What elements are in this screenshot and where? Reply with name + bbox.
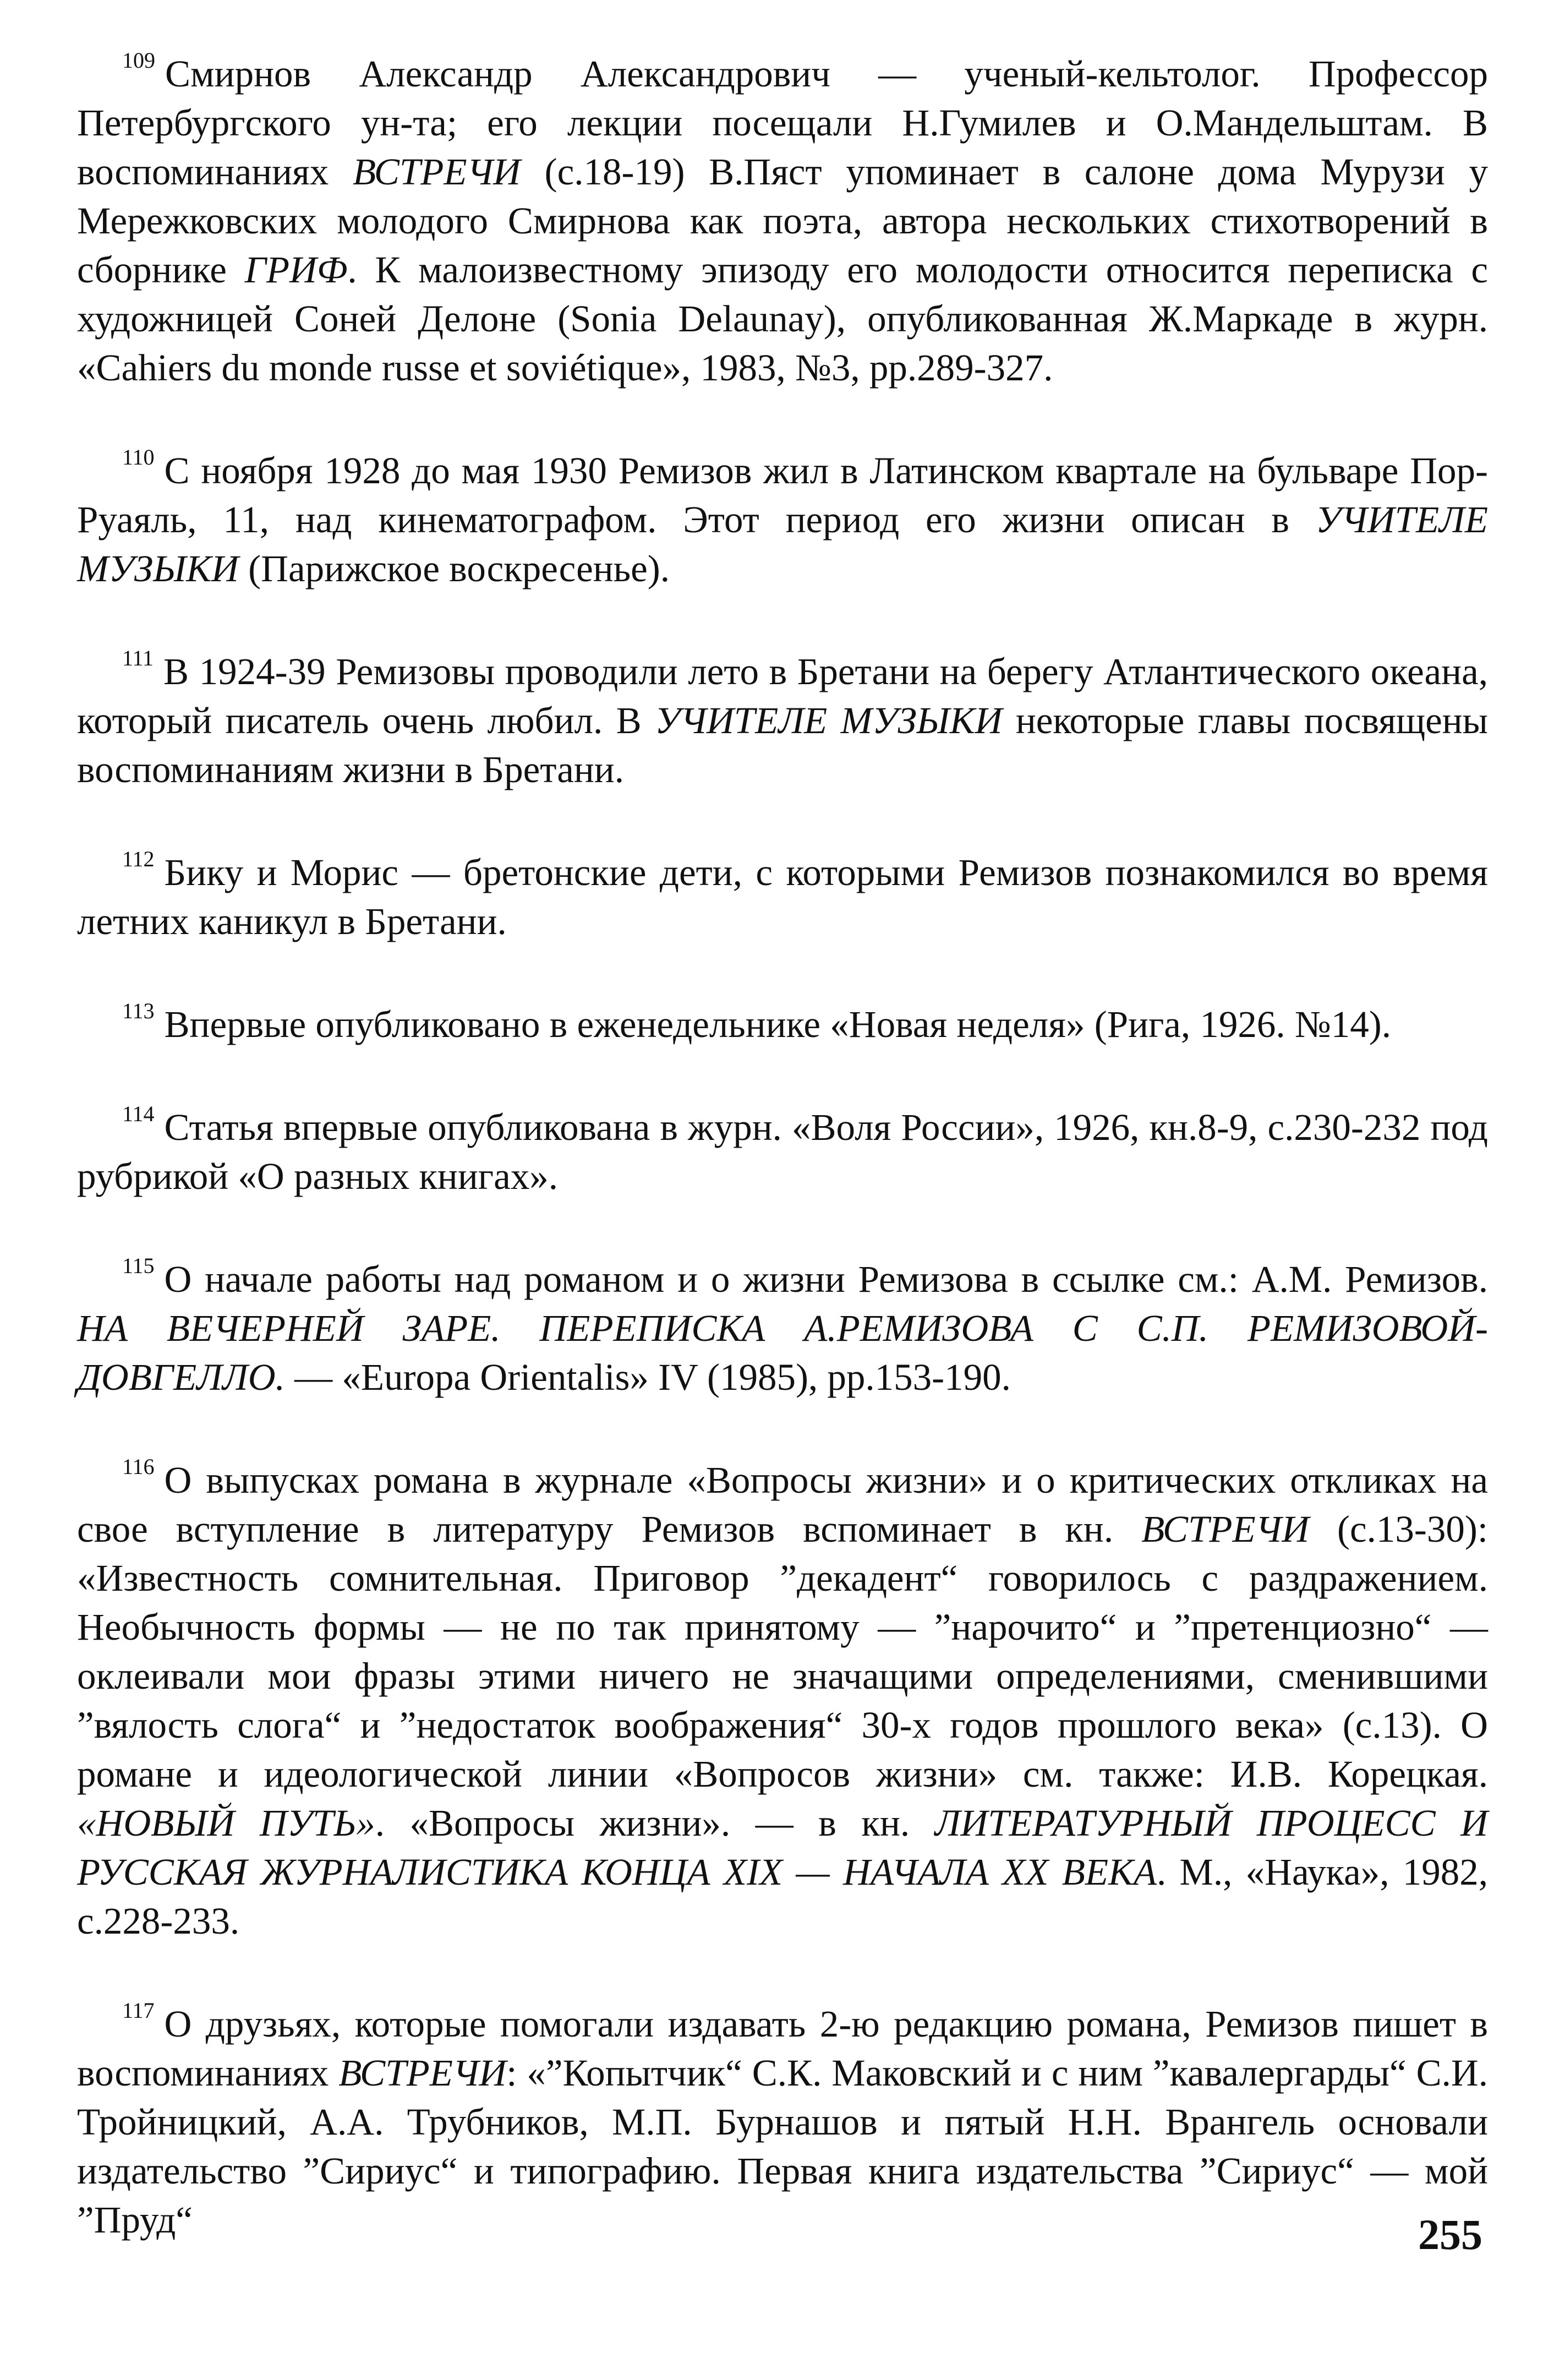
endnote-116 [77, 1456, 1488, 1946]
endnote-number: 117 [122, 1998, 155, 2023]
title-italic: «НОВЫЙ ПУТЬ» [77, 1802, 375, 1844]
title-italic: НА ВЕЧЕРНЕЙ ЗАРЕ. ПЕРЕПИСКА А.РЕМИЗОВА С С.П. РЕМИЗОВОЙ-ДОВГЕЛЛО. [77, 1307, 1488, 1398]
endnote-115 [77, 1255, 1488, 1402]
endnote-number: 115 [122, 1253, 155, 1278]
endnote-number: 109 [122, 48, 155, 73]
note-text: Бику и Морис — бретонские дети, с которыми Ремизов познакомился во время летних каникул в Бретани. [77, 851, 1488, 942]
note-text: (Парижское воскресенье). [238, 548, 670, 589]
endnote-112 [77, 848, 1488, 946]
title-italic: ЛИТЕРАТУРНЫЙ ПРОЦЕСС И РУССКАЯ ЖУРНАЛИСТИКА КОНЦА XIX — НАЧАЛА XX ВЕКА [77, 1802, 1489, 1893]
note-text: Статья впервые опубликована в журн. «Воля России», 1926, кн.8-9, с.230-232 под рубрикой «О разных книгах». [77, 1106, 1488, 1197]
note-text: (с.18-19) В.Пяст упоминает в салоне дома Мурузи у Мережковских молодого Смирнова как поэта, автора нескольких стихотворений в сборнике [77, 151, 1488, 291]
title-italic: ВСТРЕЧИ [352, 151, 521, 193]
note-text: Впервые опубликовано в еженедельнике «Новая неделя» (Рига, 1926. №14). [164, 1003, 1391, 1045]
note-text: — «Europa Orientalis» IV (1985), pp.153-190. [284, 1356, 1011, 1398]
title-italic: ВСТРЕЧИ [1141, 1508, 1310, 1550]
title-italic: ГРИФ [244, 249, 348, 291]
note-text: О начале работы над романом и о жизни Ремизова в ссылке см.: А.М. Ремизов. [164, 1258, 1488, 1300]
endnote-111 [77, 647, 1488, 794]
note-text: . «Вопросы жизни». — в кн. [375, 1802, 935, 1844]
endnote-number: 116 [122, 1454, 155, 1479]
endnote-114 [77, 1103, 1488, 1201]
endnote-number: 111 [122, 646, 154, 670]
note-text: О друзьях, которые помогали издавать 2-ю редакцию романа, Ремизов пишет в воспоминаниях [77, 2003, 1488, 2094]
endnote-110 [77, 446, 1488, 593]
page-number: 255 [1418, 2210, 1482, 2258]
note-text: : «”Копытчик“ С.К. Маковский и с ним ”кавалергарды“ С.И. Тройницкий, А.А. Трубников, М.П. Бурнашов и пятый Н.Н. Врангель основали издательство ”Сириус“ и типографию. Первая книга издательства ”Сириус“ — мой ”Пруд“ [77, 2052, 1489, 2241]
title-italic: УЧИТЕЛЕ МУЗЫКИ [77, 499, 1488, 589]
note-text: . М., «Наука», 1982, с.228-233. [77, 1851, 1488, 1942]
note-text: некоторые главы посвящены воспоминаниям жизни в Бретани. [77, 700, 1488, 790]
endnote-109 [77, 50, 1488, 392]
endnote-117 [77, 2000, 1488, 2245]
note-text: С ноября 1928 до мая 1930 Ремизов жил в Латинском квартале на бульваре Пор-Руаяль, 11, над кинематографом. Этот период его жизни описан в [77, 450, 1488, 541]
endnote-number: 110 [122, 445, 155, 470]
endnote-number: 112 [122, 847, 155, 871]
note-text: О выпусках романа в журнале «Вопросы жизни» и о критических откликах на свое вступление в литературу Ремизов вспоминает в кн. [77, 1459, 1488, 1550]
endnote-113 [77, 1000, 1488, 1049]
note-text: Смирнов Александр Александрович — ученый-кельтолог. Профессор Петербургского ун-та; его лекции посещали Н.Гумилев и О.Мандельштам. В воспоминаниях [77, 53, 1488, 193]
endnote-number: 114 [122, 1101, 155, 1126]
endnote-number: 113 [122, 998, 155, 1023]
endnotes [77, 50, 1488, 2245]
title-italic: УЧИТЕЛЕ МУЗЫКИ [655, 700, 1003, 741]
note-text: (с.13-30): «Известность сомнительная. Приговор ”декадент“ говорилось с раздражением. Необычность формы — не по так принятому — ”нарочито“ и ”претенциозно“ — оклеивали мои фразы этими ничего не значащими определениями, сменившими ”вялость слога“ и ”недостаток воображения“ 30-х годов прошлого века» (с.13). О романе и идеологической линии «Вопросов жизни» см. также: И.В. Корецкая. [77, 1508, 1488, 1795]
title-italic: ВСТРЕЧИ [338, 2052, 507, 2094]
note-text: . К малоизвестному эпизоду его молодости относится переписка с художницей Соней Делоне (Sonia Delaunay), опубликованная Ж.Маркаде в журн. «Cahiers du monde russe et soviétique», 1983, №3, pp.289-327. [77, 249, 1488, 389]
note-text: В 1924-39 Ремизовы проводили лето в Бретани на берегу Атлантического океана, который писатель очень любил. В [77, 651, 1488, 741]
